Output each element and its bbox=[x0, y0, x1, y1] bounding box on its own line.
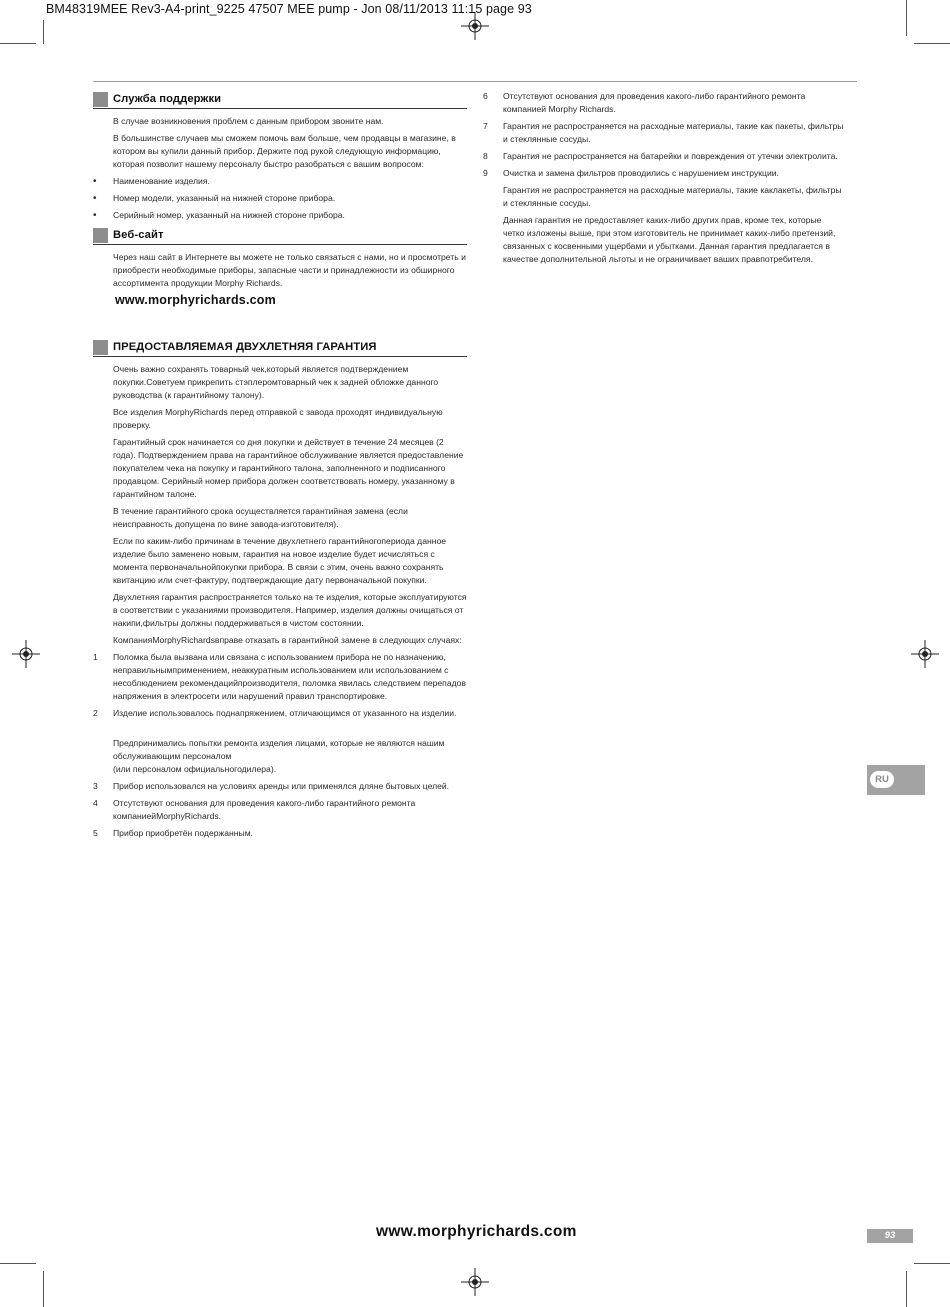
warranty-item-6 bbox=[483, 90, 845, 116]
warranty-item-1 bbox=[93, 651, 467, 703]
warranty-paragraph-1: Очень важно сохранять товарный чек,который является подтверждением покупки.Советуем прикрепить стэплеромтоварный чек к задней обложке данного руководства (к гарантийному талону). bbox=[113, 364, 439, 400]
item-text: Прибор приобретён подержанным. bbox=[113, 828, 253, 838]
website-heading bbox=[93, 227, 467, 245]
item-text: Отсутствуют основания для проведения какого-либо гарантийного ремонта компаниейMorphyRichards. bbox=[113, 798, 416, 821]
warranty-paragraph-6: Двухлетняя гарантия распространяется только на те изделия, которые эксплуатируются в соответствии с указаниями производителя. Например, изделия должны очищаться от накипи,фильтры должны поддерживаться в чистом состоянии. bbox=[113, 592, 467, 628]
registration-mark-top-icon bbox=[461, 12, 489, 40]
crop-mark-bottom-left-h bbox=[0, 1263, 36, 1264]
language-code-badge: RU bbox=[870, 771, 894, 788]
crop-mark-bottom-right-v bbox=[906, 1271, 907, 1307]
warranty-paragraph-3: Гарантийный срок начинается со дня покупки и действует в течение 24 месяцев (2 года). Подтверждением права на гарантийное обслуживание является предоставление покупателем чека на покупку и гарантийного талона, заполненного и подписанного продавцом. Серийный номер прибора должен соответствовать номеру, указанному в гарантийном талоне. bbox=[113, 437, 464, 499]
crop-mark-bottom-right-h bbox=[914, 1263, 950, 1264]
item-text: Очистка и замена фильтров проводились с нарушением инструкции. bbox=[503, 168, 779, 178]
website-url-link[interactable]: www.morphyrichards.com bbox=[115, 293, 276, 307]
warranty-item-5 bbox=[93, 827, 467, 840]
bullet-text: Наименование изделия. bbox=[113, 176, 210, 186]
website-title: Веб-сайт bbox=[113, 229, 164, 241]
item-text: Гарантия не распространяется на батарейки и повреждения от утечки электролита. bbox=[503, 151, 838, 161]
crop-mark-top-left-v bbox=[43, 20, 44, 44]
support-bullet-1 bbox=[93, 175, 467, 188]
item-text: Данная гарантия не предоставляет каких-либо других прав, кроме тех, которые четко изложены выше, при этом изготовитель не принимает каких-либо претензий, связанных с косвенными ущербами и убытками. Данная гарантия предлагается в качестве дополнительной льготы и не ограничивает ваших правпотребителя. bbox=[503, 215, 836, 264]
warranty-item-2 bbox=[93, 707, 467, 720]
left-column bbox=[93, 91, 467, 844]
warranty-heading bbox=[93, 339, 467, 357]
item-text: Поломка была вызвана или связана с использованием прибора не по назначению, неправильнымприменением, неаккуратным использованием или использованием с несоблюдением рекомендацийпроизводителя, поломка явилась следствием перепадов напряжения в электросети или нарушений правил транспортировке. bbox=[113, 652, 466, 701]
item-number: 3 bbox=[93, 781, 98, 791]
bullet-dot-icon: • bbox=[93, 193, 97, 204]
page-number-badge: 93 bbox=[867, 1229, 913, 1243]
heading-square-icon bbox=[93, 228, 108, 243]
item-text: Гарантия не распространяется на расходные материалы, такие как пакеты, фильтры и стеклянные сосуды. bbox=[503, 121, 844, 144]
item-text: Изделие использовалось поднапряжением, отличающимся от указанного на изделии. bbox=[113, 708, 457, 718]
bullet-text: Номер модели, указанный на нижней стороне прибора. bbox=[113, 193, 336, 203]
item-number: 6 bbox=[483, 91, 488, 101]
warranty-item-7 bbox=[483, 120, 845, 146]
item-number: 8 bbox=[483, 151, 488, 161]
bullet-dot-icon: • bbox=[93, 176, 97, 187]
warranty-paragraph-4: В течение гарантийного срока осуществляется гарантийная замена (если неисправность допущена по вине завода-изготовителя). bbox=[113, 506, 408, 529]
item-number: 4 bbox=[93, 798, 98, 808]
warranty-item-3 bbox=[93, 780, 467, 793]
support-bullet-3 bbox=[93, 209, 467, 222]
crop-mark-bottom-left-v bbox=[43, 1271, 44, 1307]
support-title: Служба поддержки bbox=[113, 93, 222, 105]
item-text: Прибор использовался на условиях аренды или применялся дляне бытовых целей. bbox=[113, 781, 450, 791]
support-heading bbox=[93, 91, 467, 109]
support-paragraph-2: В большинстве случаев мы сможем помочь вам больше, чем продавцы в магазине, в котором вы купили данный прибор. Держите под рукой следующую информацию, которая позволит нашему персоналу быстро разобраться с вашим вопросом: bbox=[113, 133, 456, 169]
right-column bbox=[483, 90, 845, 270]
print-slug-header: BM48319MEE Rev3-A4-print_9225 47507 MEE pump - Jon 08/11/2013 11:15 page 93 bbox=[46, 2, 532, 16]
item-text: Предпринимались попытки ремонта изделия лицами, которые не являются нашим обслуживающим персоналом (или персоналом официальногодилера). bbox=[113, 738, 445, 774]
top-divider bbox=[93, 81, 857, 82]
warranty-item-4 bbox=[93, 797, 467, 823]
warranty-note-rights bbox=[503, 214, 845, 266]
warranty-item-8 bbox=[483, 150, 845, 163]
item-number: 1 bbox=[93, 652, 98, 662]
warranty-paragraph-7: КомпанияMorphyRichardsвправе отказать в гарантийной замене в следующих случаях: bbox=[113, 635, 462, 645]
heading-square-icon bbox=[93, 340, 108, 355]
bullet-text: Серийный номер, указанный на нижней стороне прибора. bbox=[113, 210, 345, 220]
registration-mark-bottom-icon bbox=[461, 1268, 489, 1296]
heading-square-icon bbox=[93, 92, 108, 107]
footer-url-link[interactable]: www.morphyrichards.com bbox=[376, 1223, 577, 1240]
item-number: 9 bbox=[483, 168, 488, 178]
registration-mark-left-icon bbox=[12, 640, 40, 668]
support-bullet-2 bbox=[93, 192, 467, 205]
language-tab bbox=[867, 765, 925, 795]
item-text: Отсутствуют основания для проведения какого-либо гарантийного ремонта компанией Morphy Richards. bbox=[503, 91, 806, 114]
warranty-paragraph-2: Все изделия MorphyRichards перед отправкой с завода проходят индивидуальную проверку. bbox=[113, 407, 443, 430]
item-number: 7 bbox=[483, 121, 488, 131]
crop-mark-top-left-h bbox=[0, 43, 36, 44]
item-text: Гарантия не распространяется на расходные материалы, такие каклакеты, фильтры и стеклянные сосуды. bbox=[503, 185, 842, 208]
warranty-note-consumables bbox=[503, 184, 845, 210]
registration-mark-right-icon bbox=[911, 640, 939, 668]
support-paragraph-1: В случае возникновения проблем с данным прибором звоните нам. bbox=[113, 116, 384, 126]
warranty-item-2b bbox=[113, 724, 467, 776]
item-number: 5 bbox=[93, 828, 98, 838]
bullet-dot-icon: • bbox=[93, 210, 97, 221]
warranty-item-9 bbox=[483, 167, 845, 180]
item-number: 2 bbox=[93, 708, 98, 718]
warranty-paragraph-5: Если по каким-либо причинам в течение двухлетнего гарантийногопериода данное изделие было заменено новым, гарантия на новое изделие будет исчисляться с момента первоначальнойпокупки прибора. В связи с этим, очень важно сохранять квитанцию или счет-фактуру, подтверждающие дату первоначальной покупки. bbox=[113, 536, 447, 585]
crop-mark-top-right-v bbox=[906, 0, 907, 36]
crop-mark-top-right-h bbox=[914, 43, 950, 44]
website-paragraph: Через наш сайт в Интернете вы можете не только связаться с нами, но и просмотреть и приобрести необходимые приборы, запасные части и принадлежности из обширного ассортимента продукции Morphy Richards. bbox=[113, 252, 466, 288]
warranty-title: ПРЕДОСТАВЛЯЕМАЯ ДВУХЛЕТНЯЯ ГАРАНТИЯ bbox=[113, 341, 377, 353]
